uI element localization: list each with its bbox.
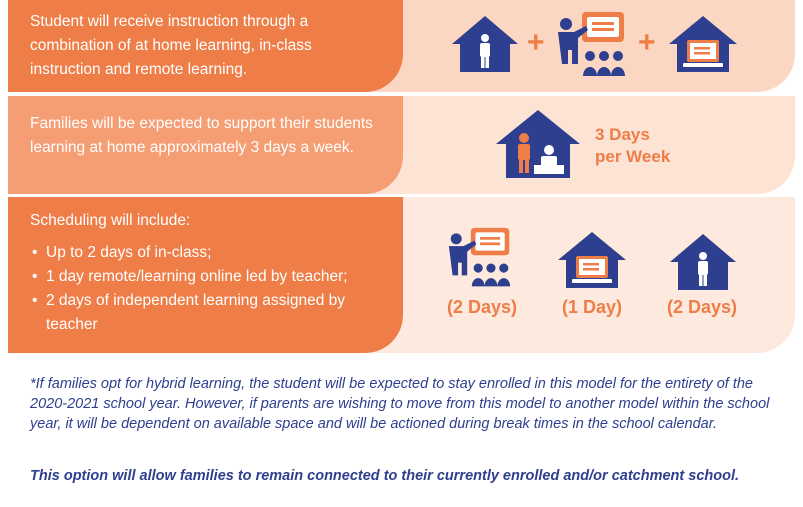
list-item: • Up to 2 days of in-class; bbox=[30, 241, 379, 265]
schedule-days-label: (2 Days) bbox=[446, 297, 518, 317]
plus-icon: + bbox=[638, 26, 656, 59]
list-item: • 1 day remote/learning online led by teacher; bbox=[30, 265, 379, 289]
badge-line: per Week bbox=[595, 147, 671, 166]
in-class-teacher-icon bbox=[444, 226, 516, 290]
schedule-list bbox=[30, 241, 379, 337]
home-learning-icon bbox=[668, 232, 738, 292]
list-item: • 2 days of independent learning assigned by teacher bbox=[30, 289, 379, 337]
section-description bbox=[30, 209, 379, 337]
closing-statement: This option will allow families to remain connected to their currently enrolled and/or catchment school. bbox=[30, 468, 740, 484]
schedule-heading: Scheduling will include: bbox=[30, 212, 191, 229]
section-text-panel bbox=[8, 197, 403, 353]
family-home-icon bbox=[494, 108, 582, 180]
section-description: Student will receive instruction through a combination of at home learning, in-class instruction and remote learning. bbox=[30, 13, 312, 78]
section-text-panel bbox=[8, 96, 403, 194]
footnote: *If families opt for hybrid learning, the student will be expected to stay enrolled in this model for the entirety of the 2020-2021 school year. However, if parents are wishing to move from this model to another model within the school year, it will be dependent on available space and will be actioned during break times in the school calendar. bbox=[30, 376, 770, 432]
section-text-panel bbox=[8, 0, 403, 92]
in-class-teacher-icon bbox=[556, 10, 628, 80]
plus-icon: + bbox=[527, 26, 545, 59]
days-per-week-badge bbox=[595, 124, 670, 168]
remote-learning-icon bbox=[667, 14, 739, 76]
section-description: Families will be expected to support their students learning at home approximately 3 days a week. bbox=[30, 115, 373, 156]
badge-line: 3 Days bbox=[595, 125, 650, 144]
section-home-support bbox=[8, 96, 795, 194]
home-learning-icon bbox=[450, 14, 520, 74]
schedule-days-label: (1 Day) bbox=[561, 297, 623, 317]
remote-learning-icon bbox=[556, 230, 628, 292]
schedule-days-label: (2 Days) bbox=[666, 297, 738, 317]
